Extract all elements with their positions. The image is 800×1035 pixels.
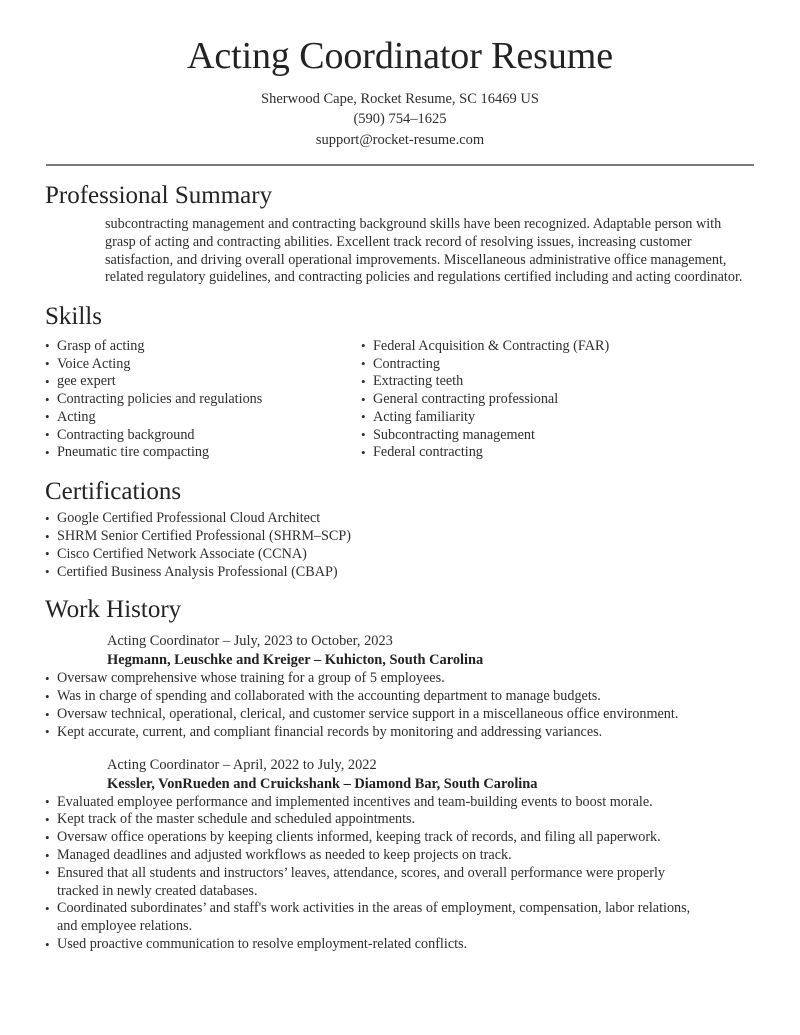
section-heading-skills: Skills <box>45 302 102 330</box>
list-item: • Contracting policies and regulations <box>45 391 361 409</box>
section-skills <box>45 301 755 463</box>
list-item: • SHRM Senior Certified Professional (SHRM–SCP) <box>45 528 605 546</box>
contact-phone: (590) 754–1625 <box>353 111 447 128</box>
list-item: • Pneumatic tire compacting <box>45 444 361 462</box>
list-item: • Extracting teeth <box>361 373 691 391</box>
professional-summary-text: subcontracting management and contracting background skills have been recognized. Adaptable person with grasp of acting and contracting abilities. Excellent track record of resolving issues, increasing customer satisfaction, and driving overall operational improvements. Miscellaneous administrative office management, related regulatory guidelines, and contracting policies and regulations certified including and acting coordinator. <box>105 216 743 286</box>
list-item: • Managed deadlines and adjusted workflows as needed to keep projects on track. <box>45 847 693 865</box>
list-item: • gee expert <box>45 373 361 391</box>
contact-block <box>45 89 755 151</box>
section-heading-professional-summary: Professional Summary <box>45 182 273 210</box>
section-professional-summary <box>45 180 755 286</box>
skills-columns <box>45 338 755 463</box>
work-history-entry <box>45 756 755 954</box>
section-heading-certifications: Certifications <box>45 478 182 506</box>
certifications-list <box>45 510 605 581</box>
list-item: • Acting familiarity <box>361 409 691 427</box>
list-item: • Oversaw comprehensive whose training for a group of 5 employees. <box>45 670 693 688</box>
list-item: • Oversaw office operations by keeping clients informed, keeping track of records, and filing all paperwork. <box>45 829 693 847</box>
list-item: • Contracting <box>361 356 691 374</box>
list-item: • Ensured that all students and instructors’ leaves, attendance, scores, and overall performance were properly tracked in newly created databases. <box>45 865 693 901</box>
job-title-and-dates: Acting Coordinator – July, 2023 to October, 2023 <box>107 633 393 650</box>
list-item: • Kept accurate, current, and compliant financial records by monitoring and addressing variances. <box>45 724 693 742</box>
list-item: • Coordinated subordinates’ and staff's work activities in the areas of employment, compensation, labor relations, and employee relations. <box>45 900 693 936</box>
page-title: Acting Coordinator Resume <box>187 35 613 77</box>
job-title-and-dates: Acting Coordinator – April, 2022 to July, 2022 <box>107 756 377 773</box>
list-item: • Voice Acting <box>45 356 361 374</box>
job-company-and-location: Hegmann, Leuschke and Kreiger – Kuhicton, South Carolina <box>107 652 484 669</box>
list-item: • Contracting background <box>45 427 361 445</box>
contact-address: Sherwood Cape, Rocket Resume, SC 16469 US <box>261 90 539 107</box>
job-responsibilities-list <box>45 670 693 741</box>
skills-list-right <box>361 338 691 463</box>
skills-list-left <box>45 338 361 463</box>
list-item: • Federal contracting <box>361 444 691 462</box>
section-certifications <box>45 476 755 581</box>
list-item: • Cisco Certified Network Associate (CCNA) <box>45 546 605 564</box>
list-item: • Was in charge of spending and collaborated with the accounting department to manage budgets. <box>45 688 693 706</box>
list-item: • Oversaw technical, operational, clerical, and customer service support in a miscellaneous office environment. <box>45 706 693 724</box>
section-heading-work-history: Work History <box>45 596 182 624</box>
list-item: • Used proactive communication to resolve employment-related conflicts. <box>45 936 693 954</box>
job-responsibilities-list <box>45 794 693 954</box>
section-work-history <box>45 594 755 953</box>
header-divider <box>46 164 754 166</box>
list-item: • Certified Business Analysis Professional (CBAP) <box>45 564 605 582</box>
contact-email: support@rocket-resume.com <box>315 131 485 148</box>
list-item: • General contracting professional <box>361 391 691 409</box>
list-item: • Kept track of the master schedule and scheduled appointments. <box>45 811 693 829</box>
job-company-and-location: Kessler, VonRueden and Cruickshank – Diamond Bar, South Carolina <box>107 775 538 792</box>
list-item: • Acting <box>45 409 361 427</box>
list-item: • Federal Acquisition & Contracting (FAR) <box>361 338 691 356</box>
list-item: • Subcontracting management <box>361 427 691 445</box>
work-history-entry <box>45 632 755 741</box>
list-item: • Grasp of acting <box>45 338 361 356</box>
list-item: • Evaluated employee performance and implemented incentives and team-building events to boost morale. <box>45 794 693 812</box>
list-item: • Google Certified Professional Cloud Architect <box>45 510 605 528</box>
